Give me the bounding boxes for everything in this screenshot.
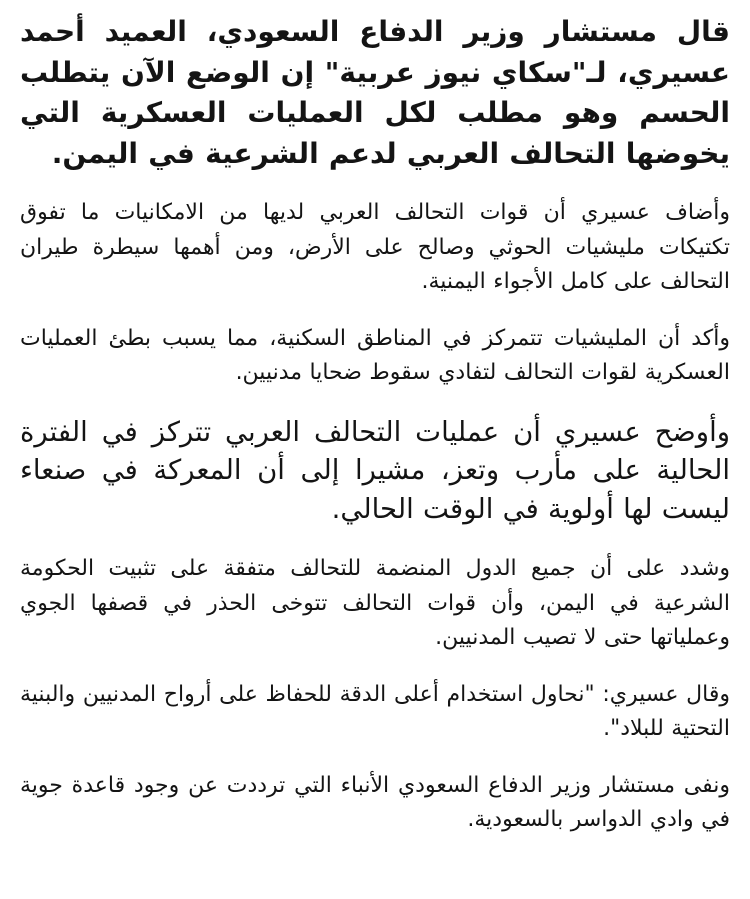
paragraph-operations-focus: وأوضح عسيري أن عمليات التحالف العربي تتركز في الفترة الحالية على مأرب وتعز، مشيرا إلى أن المعركة في صنعاء ليست لها أولوية في الوقت الحالي.	[20, 415, 730, 525]
paragraph-denial: ونفى مستشار وزير الدفاع السعودي الأنباء التي ترددت عن وجود قاعدة جوية في وادي الدواسر بالسعودية.	[20, 772, 730, 832]
paragraph-quote: وقال عسيري: "نحاول استخدام أعلى الدقة للحفاظ على أرواح المدنيين والبنية التحتية للبلاد".	[20, 681, 730, 741]
paragraph-coalition-agreement: وشدد على أن جميع الدول المنضمة للتحالف متفقة على تثبيت الحكومة الشرعية في اليمن، وأن قوات التحالف تتوخى الحذر في قصفها الجوي وعملياتها حتى لا تصيب المدنيين.	[20, 556, 730, 650]
paragraph-militias: وأكد أن المليشيات تتمركز في المناطق السكنية، مما يسبب بطئ العمليات العسكرية لقوات التحالف لتفادي سقوط ضحايا مدنيين.	[20, 325, 730, 385]
paragraph-capabilities: وأضاف عسيري أن قوات التحالف العربي لديها من الامكانيات ما تفوق تكتيكات مليشيات الحوثي وصالح على الأرض، ومن أهمها سيطرة طيران التحالف على كامل الأجواء اليمنية.	[20, 200, 730, 294]
lead-paragraph: قال مستشار وزير الدفاع السعودي، العميد أحمد عسيري، لـ"سكاي نيوز عربية" إن الوضع الآن يتطلب الحسم وهو مطلب لكل العمليات العسكرية التي يخوضها التحالف العربي لدعم الشرعية في اليمن.	[20, 15, 730, 170]
